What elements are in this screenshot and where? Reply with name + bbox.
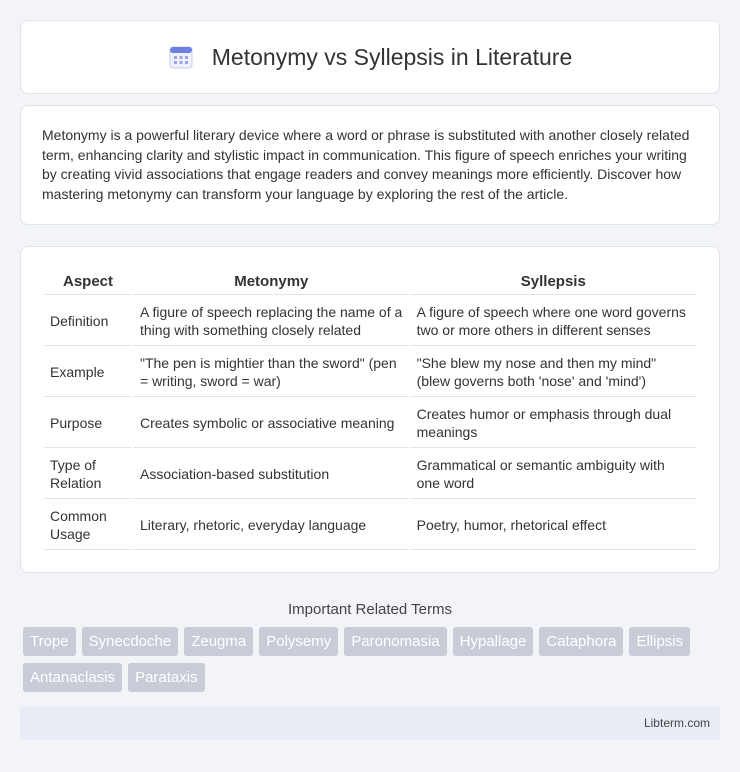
tag-polysemy[interactable]: Polysemy — [259, 627, 338, 656]
table-row — [44, 399, 696, 448]
table-row — [44, 501, 696, 550]
tag-synecdoche[interactable]: Synecdoche — [82, 627, 179, 656]
tag-hypallage[interactable]: Hypallage — [453, 627, 534, 656]
tag-paronomasia[interactable]: Paronomasia — [344, 627, 446, 656]
syllepsis-cell: Creates humor or emphasis through dual meanings — [411, 399, 696, 448]
table-row — [44, 297, 696, 346]
page-title: Metonymy vs Syllepsis in Literature — [211, 43, 573, 70]
syllepsis-cell: A figure of speech where one word governs two or more others in different senses — [411, 297, 696, 346]
aspect-cell: Common Usage — [44, 501, 132, 550]
related-terms-title: Important Related Terms — [288, 601, 452, 618]
header-syllepsis: Syllepsis — [411, 269, 696, 295]
metonymy-cell: Association-based substitution — [134, 450, 409, 499]
aspect-cell: Example — [44, 348, 132, 397]
footer-site-link[interactable]: Libterm.com — [643, 716, 710, 730]
metonymy-cell: Creates symbolic or associative meaning — [134, 399, 409, 448]
syllepsis-cell: Poetry, humor, rhetorical effect — [411, 501, 696, 550]
comparison-card — [20, 246, 720, 573]
table-header-row — [44, 269, 696, 295]
intro-card — [20, 105, 720, 225]
aspect-cell: Type of Relation — [44, 450, 132, 499]
header-aspect: Aspect — [44, 269, 132, 295]
calendar-icon — [168, 44, 194, 70]
tag-parataxis[interactable]: Parataxis — [128, 663, 205, 692]
footer — [20, 706, 720, 740]
metonymy-cell: "The pen is mightier than the sword" (pen = writing, sword = war) — [134, 348, 409, 397]
metonymy-cell: Literary, rhetoric, everyday language — [134, 501, 409, 550]
syllepsis-cell: "She blew my nose and then my mind" (blew governs both 'nose' and 'mind') — [411, 348, 696, 397]
header-metonymy: Metonymy — [134, 269, 409, 295]
table-row — [44, 348, 696, 397]
table-row — [44, 450, 696, 499]
header-card — [20, 20, 720, 94]
tag-antanaclasis[interactable]: Antanaclasis — [23, 663, 122, 692]
comparison-table — [42, 267, 698, 552]
aspect-cell: Purpose — [44, 399, 132, 448]
tag-ellipsis[interactable]: Ellipsis — [629, 627, 690, 656]
tag-zeugma[interactable]: Zeugma — [184, 627, 253, 656]
metonymy-cell: A figure of speech replacing the name of a thing with something closely related — [134, 297, 409, 346]
intro-text: Metonymy is a powerful literary device where a word or phrase is substituted with another closely related term, enhancing clarity and stylistic impact in communication. This figure of speech enriches your writing by creating vivid associations that engage readers and convey meanings more efficiently. Discover how mastering metonymy can transform your language by exploring the rest of the article. — [42, 127, 690, 202]
tag-trope[interactable]: Trope — [23, 627, 76, 656]
aspect-cell: Definition — [44, 297, 132, 346]
syllepsis-cell: Grammatical or semantic ambiguity with one word — [411, 450, 696, 499]
tag-cataphora[interactable]: Cataphora — [539, 627, 623, 656]
related-terms-tags — [20, 627, 720, 692]
